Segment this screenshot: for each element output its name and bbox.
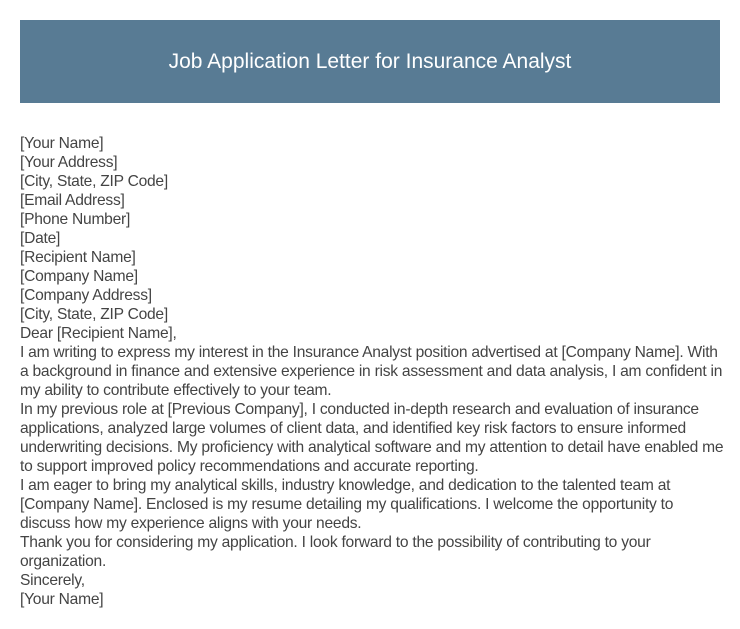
signature: [Your Name] bbox=[20, 591, 104, 608]
recipient-company: [Company Name] bbox=[20, 268, 138, 285]
paragraph-motivation: I am eager to bring my analytical skills, industry knowledge, and dedication to the talented team at [Company Name]. Enclosed is my resume detailing my qualifications. I welcome the opportunity to discuss how my experience aligns with your needs. bbox=[20, 477, 674, 532]
paragraph-thanks: Thank you for considering my application. I look forward to the possibility of contributing to your organization. bbox=[20, 534, 651, 570]
sender-city-state-zip: [City, State, ZIP Code] bbox=[20, 173, 168, 190]
letter-body bbox=[20, 134, 725, 609]
document-header bbox=[20, 20, 720, 103]
paragraph-intro: I am writing to express my interest in the Insurance Analyst position advertised at [Company Name]. With a background in finance and extensive experience in risk assessment and data analysis, I am confident in my ability to contribute effectively to your team. bbox=[20, 344, 723, 399]
sender-address: [Your Address] bbox=[20, 154, 118, 171]
recipient-name: [Recipient Name] bbox=[20, 249, 136, 266]
recipient-company-address: [Company Address] bbox=[20, 287, 152, 304]
letter-date: [Date] bbox=[20, 230, 61, 247]
paragraph-experience: In my previous role at [Previous Company], I conducted in-depth research and evaluation of insurance applications, analyzed large volumes of client data, and identified key risk factors to ensure informed underwriting decisions. My proficiency with analytical software and my attention to detail have enabled me to support improved policy recommendations and accurate reporting. bbox=[20, 401, 724, 475]
salutation: Dear [Recipient Name], bbox=[20, 325, 177, 342]
sender-name: [Your Name] bbox=[20, 135, 104, 152]
closing: Sincerely, bbox=[20, 572, 85, 589]
recipient-city-state-zip: [City, State, ZIP Code] bbox=[20, 306, 168, 323]
sender-phone: [Phone Number] bbox=[20, 211, 131, 228]
document-title: Job Application Letter for Insurance Analyst bbox=[168, 49, 572, 73]
sender-email: [Email Address] bbox=[20, 192, 125, 209]
